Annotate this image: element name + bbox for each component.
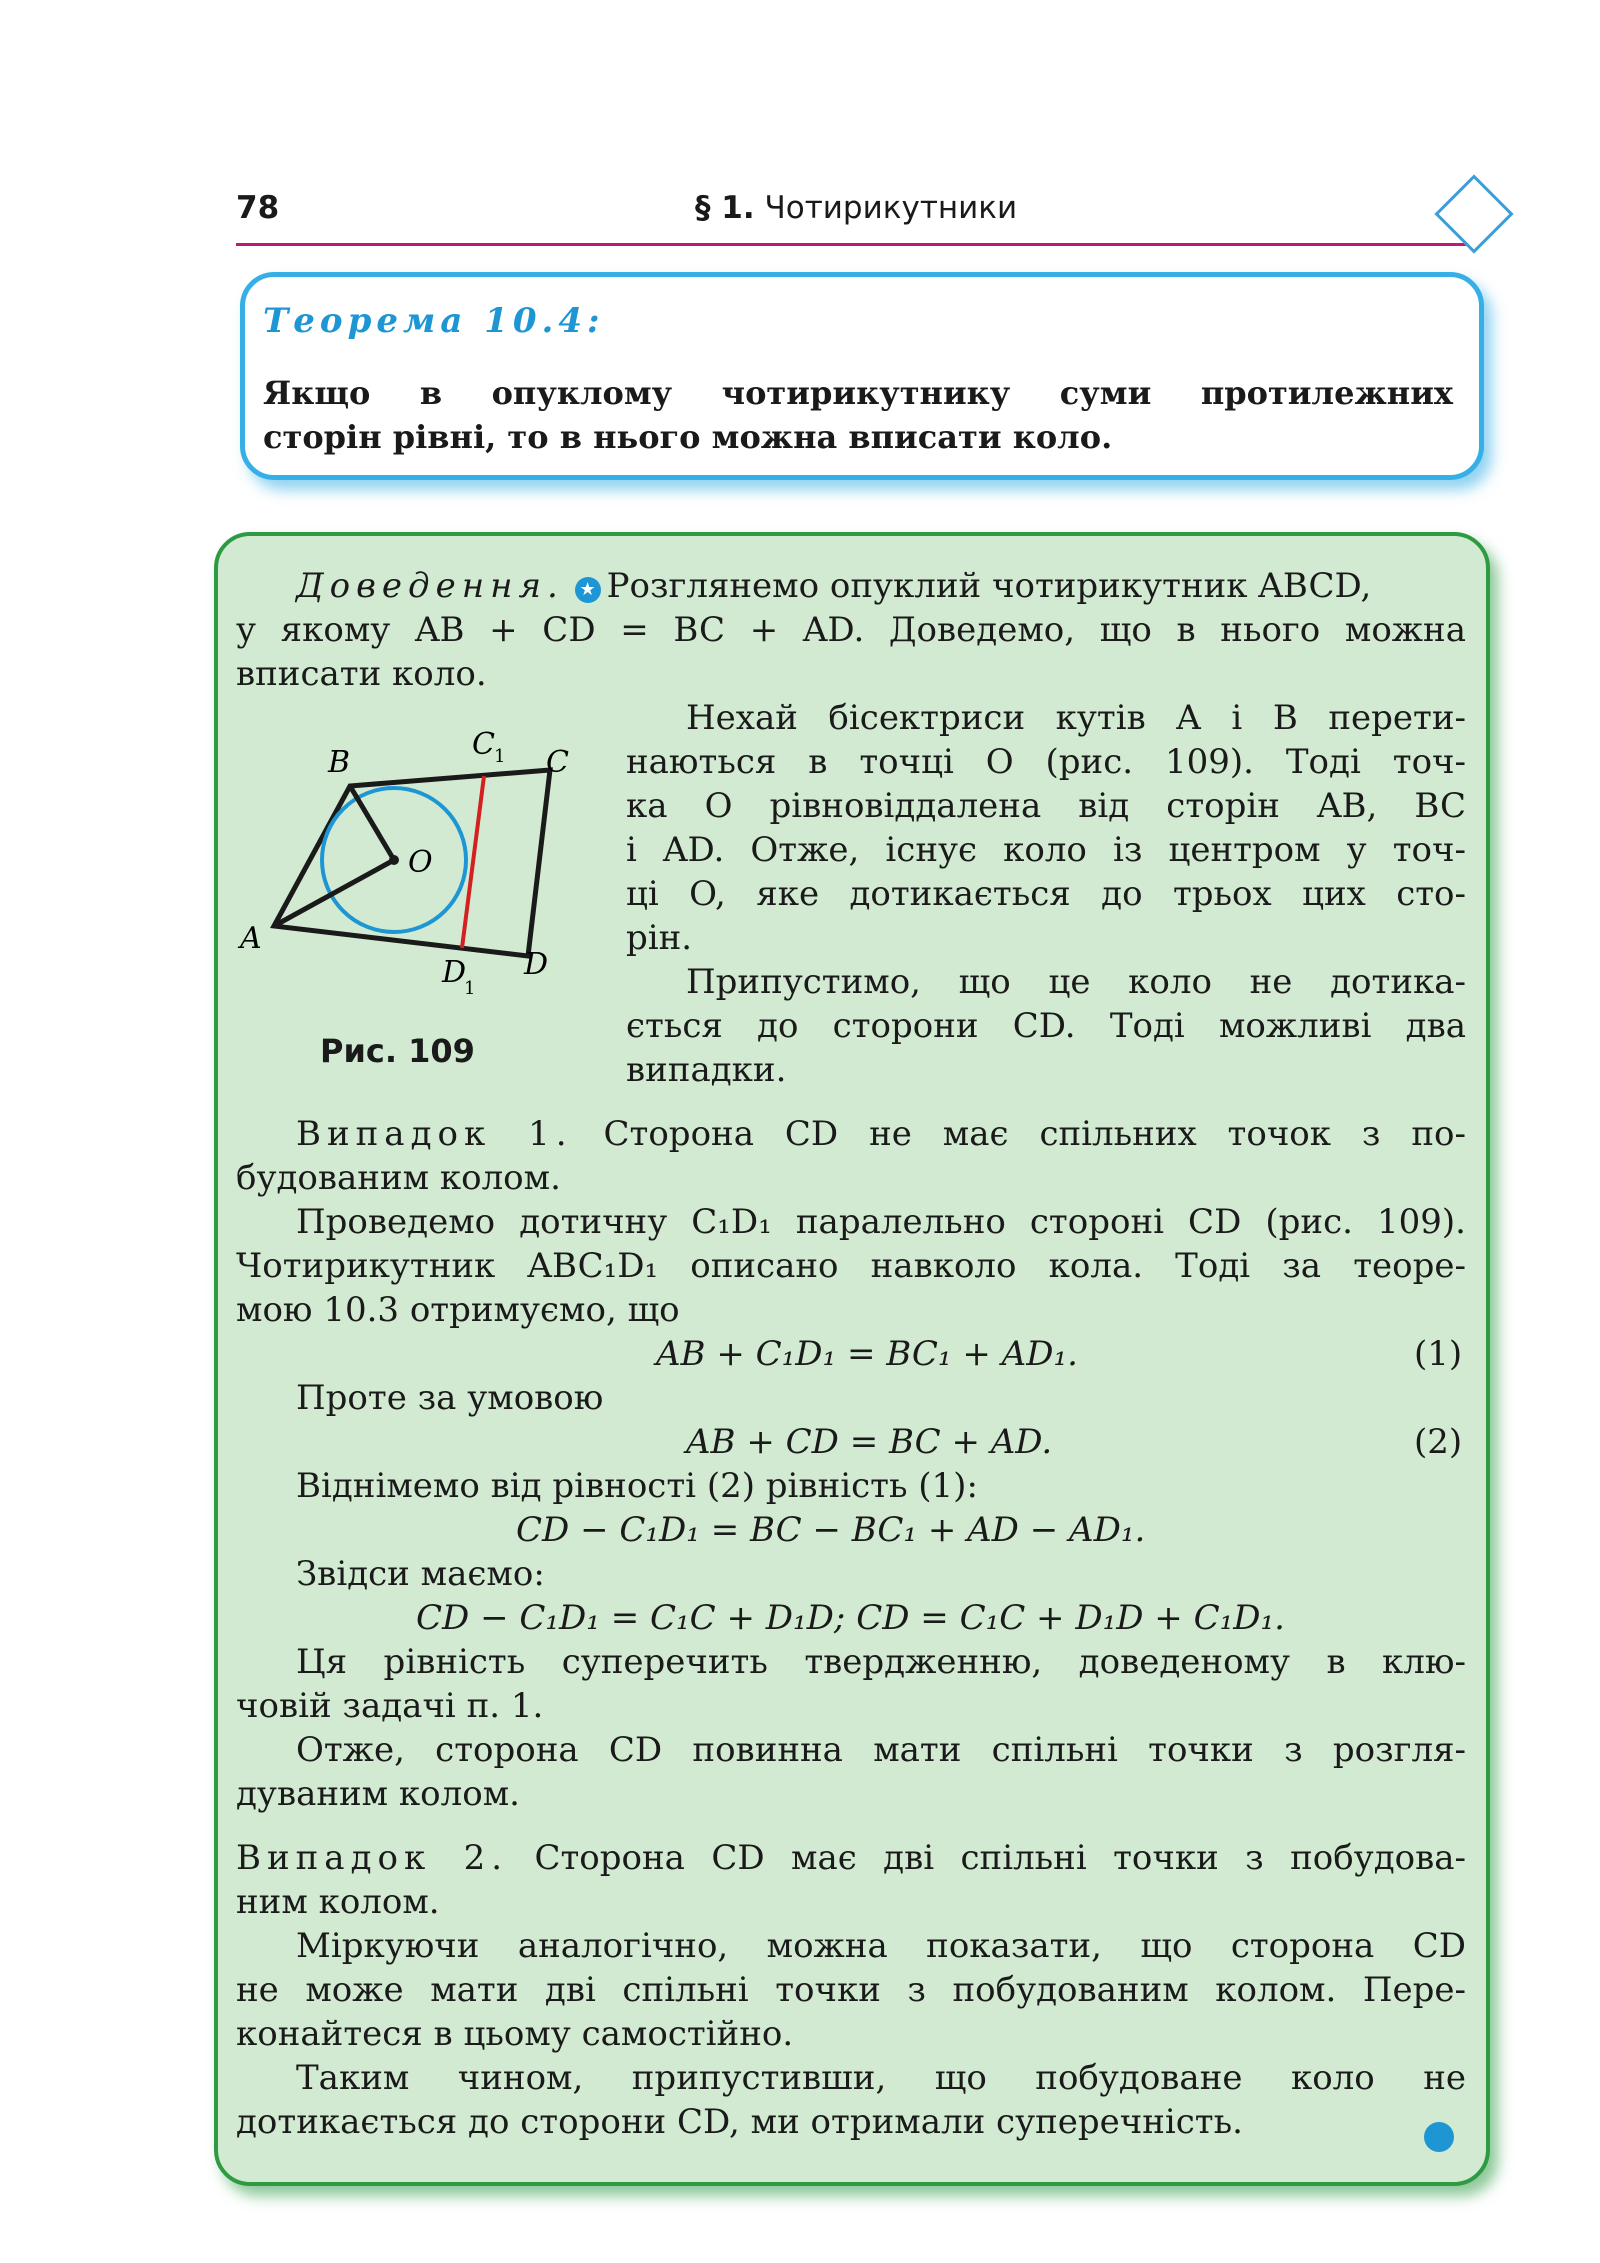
proof-text: рін.: [626, 918, 693, 958]
proof-first-line: [296, 564, 1371, 608]
theorem-statement: [263, 371, 1453, 459]
proof-text: Звідси маємо:: [296, 1554, 545, 1594]
case-1-label: Випадок 1.: [296, 1114, 573, 1154]
proof-text: ним колом.: [236, 1882, 440, 1922]
label-c1-subscript: 1: [494, 746, 506, 767]
diamond-icon: [1434, 174, 1513, 253]
proof-text: і AD. Отже, існує коло із центром у точ-: [626, 830, 1466, 870]
proof-text: Отже, сторона CD повинна мати спільні точки з розгля-: [296, 1730, 1466, 1770]
figure-caption: Рис. 109: [320, 1032, 475, 1070]
label-c: C: [546, 745, 569, 780]
equation-4: CD − C₁D₁ = C₁C + D₁D; CD = C₁C + D₁D + C₁D₁.: [416, 1598, 1285, 1638]
proof-text: у якому AB + CD = BC + AD. Доведемо, що в нього можна: [236, 610, 1466, 650]
label-b: B: [328, 745, 351, 780]
proof-text: Віднімемо від рівності (2) рівність (1):: [296, 1466, 978, 1506]
proof-text: ка O рівновіддалена від сторін AB, BC: [626, 786, 1466, 826]
proof-text: ці O, яке дотикається до трьох цих сто-: [626, 874, 1466, 914]
label-d: D: [524, 947, 549, 982]
proof-text: дотикається до сторони CD, ми отримали суперечність.: [236, 2102, 1243, 2142]
proof-text: Таким чином, припустивши, що побудоване коло не: [296, 2058, 1466, 2098]
proof-text: Ця рівність суперечить твердженню, доведеному в клю-: [296, 1642, 1466, 1682]
figure-109: [232, 720, 612, 1010]
proof-text: дуваним колом.: [236, 1774, 520, 1814]
proof-text: Сторона CD має дві спільні точки з побудова-: [534, 1838, 1467, 1878]
label-a: A: [240, 921, 262, 956]
bisector-b: [350, 786, 394, 860]
section-title: Чотирикутники: [764, 190, 1018, 226]
proof-text: Нехай бісектриси кутів A і B перети-: [686, 698, 1466, 738]
label-d1: D: [442, 955, 467, 990]
proof-text: вписати коло.: [236, 654, 487, 694]
proof-text: Проведемо дотичну C₁D₁ паралельно стороні CD (рис. 109).: [296, 1202, 1466, 1242]
label-d1-subscript: 1: [464, 978, 476, 999]
theorem-title: Теорема 10.4:: [263, 301, 605, 341]
proof-text: Чотирикутник ABC₁D₁ описано навколо кола. Тоді за теоре-: [236, 1246, 1466, 1286]
proof-text: Проте за умовою: [296, 1378, 604, 1418]
case-1-first-line: [296, 1112, 1466, 1156]
page-number: 78: [236, 190, 280, 226]
equation-3: CD − C₁D₁ = BC − BC₁ + AD − AD₁.: [516, 1510, 1146, 1550]
proof-text: будованим колом.: [236, 1158, 561, 1198]
case-2-first-line: [236, 1836, 1466, 1880]
end-of-proof-icon: [1424, 2122, 1454, 2152]
equation-2: AB + CD = BC + AD.: [686, 1422, 1053, 1462]
proof-text: випадки.: [626, 1050, 787, 1090]
proof-text: ється до сторони CD. Тоді можливі два: [626, 1006, 1466, 1046]
proof-text: наються в точці O (рис. 109). Тоді точ-: [626, 742, 1466, 782]
label-o: O: [408, 845, 433, 880]
proof-text: Сторона CD не має спільних точок з по-: [603, 1114, 1466, 1154]
equation-1: AB + C₁D₁ = BC₁ + AD₁.: [656, 1334, 1078, 1374]
proof-text: не може мати дві спільні точки з побудованим колом. Пере-: [236, 1970, 1466, 2010]
proof-text: конайтеся в цьому самостійно.: [236, 2014, 794, 2054]
equation-1-number: (1): [1414, 1334, 1463, 1374]
star-icon: ★: [575, 577, 601, 603]
header-rule: [236, 243, 1466, 246]
proof-text: човій задачі п. 1.: [236, 1686, 544, 1726]
proof-text: Припустимо, що це коло не дотика-: [686, 962, 1466, 1002]
proof-text: Міркуючи аналогічно, можна показати, що сторона CD: [296, 1926, 1466, 1966]
section-heading: [695, 190, 1017, 226]
section-number: § 1.: [695, 190, 755, 226]
theorem-line: Якщо в опуклому чотирикутнику суми протилежних: [263, 374, 1453, 412]
proof-text: мою 10.3 отримуємо, що: [236, 1290, 680, 1330]
proof-text: Розглянемо опуклий чотирикутник ABCD,: [606, 566, 1372, 606]
theorem-box: [240, 272, 1484, 480]
label-c1: C: [472, 727, 495, 762]
point-o: [389, 855, 399, 865]
theorem-line: сторін рівні, то в нього можна вписати коло.: [263, 418, 1113, 456]
equation-2-number: (2): [1414, 1422, 1463, 1462]
proof-label: Доведення.: [296, 566, 564, 606]
case-2-label: Випадок 2.: [236, 1838, 509, 1878]
